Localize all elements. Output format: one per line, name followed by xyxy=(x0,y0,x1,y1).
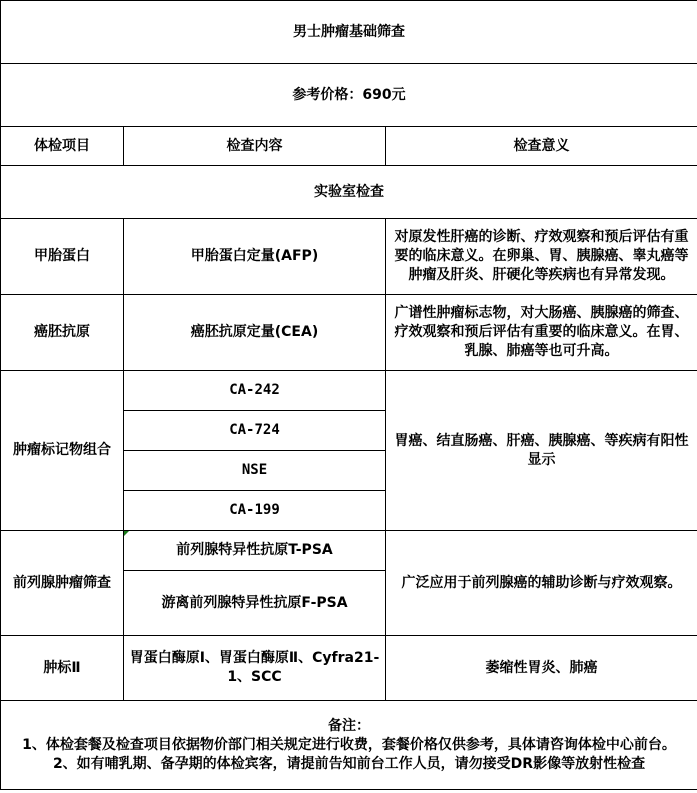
table-row xyxy=(1,371,697,411)
package-price: 参考价格：690元 xyxy=(1,64,697,127)
table-row xyxy=(1,295,697,371)
content-nse: NSE xyxy=(124,451,386,491)
meaning-markers: 胃癌、结直肠癌、肝癌、胰腺癌、等疾病有阳性显示 xyxy=(386,371,697,531)
note-item-1: 1、体检套餐及检查项目依据物价部门相关规定进行收费，套餐价格仅供参考，具体请咨询体检中心前台。 xyxy=(22,736,676,753)
content-tpsa: 前列腺特异性抗原T-PSA xyxy=(124,531,386,571)
notes-row xyxy=(1,701,697,790)
content-ca199: CA-199 xyxy=(124,491,386,531)
notes xyxy=(1,701,697,790)
meaning-afp: 对原发性肝癌的诊断、疗效观察和预后评估有重要的临床意义。在卵巢、胃、胰腺癌、睾丸癌等肿瘤及肝炎、肝硬化等疾病也有异常发现。 xyxy=(386,219,697,295)
meaning-marker-ii: 萎缩性胃炎、肺癌 xyxy=(386,636,697,701)
header-content: 检查内容 xyxy=(124,127,386,166)
content-fpsa: 游离前列腺特异性抗原F-PSA xyxy=(124,571,386,636)
item-afp: 甲胎蛋白 xyxy=(1,219,124,295)
table-row xyxy=(1,219,697,295)
notes-label: 备注： xyxy=(328,717,370,734)
content-marker-ii: 胃蛋白酶原Ⅰ、胃蛋白酶原Ⅱ、Cyfra21-1、SCC xyxy=(124,636,386,701)
content-ca242: CA-242 xyxy=(124,371,386,411)
meaning-psa: 广泛应用于前列腺癌的辅助诊断与疗效观察。 xyxy=(386,531,697,636)
title-row xyxy=(1,1,697,64)
package-title: 男士肿瘤基础筛查 xyxy=(1,1,697,64)
section-row xyxy=(1,166,697,219)
item-marker-ii: 肿标Ⅱ xyxy=(1,636,124,701)
item-markers: 肿瘤标记物组合 xyxy=(1,371,124,531)
section-title: 实验室检查 xyxy=(1,166,697,219)
table-row xyxy=(1,531,697,571)
item-psa: 前列腺肿瘤筛查 xyxy=(1,531,124,636)
header-item: 体检项目 xyxy=(1,127,124,166)
table-row xyxy=(1,636,697,701)
content-afp: 甲胎蛋白定量(AFP) xyxy=(124,219,386,295)
content-cea: 癌胚抗原定量(CEA) xyxy=(124,295,386,371)
note-item-2: 2、如有哺乳期、备孕期的体检宾客，请提前告知前台工作人员，请勿接受DR影像等放射性检查 xyxy=(52,755,646,772)
header-row xyxy=(1,127,697,166)
item-cea: 癌胚抗原 xyxy=(1,295,124,371)
header-meaning: 检查意义 xyxy=(386,127,697,166)
content-ca724: CA-724 xyxy=(124,411,386,451)
price-row xyxy=(1,64,697,127)
meaning-cea: 广谱性肿瘤标志物，对大肠癌、胰腺癌的筛查、疗效观察和预后评估有重要的临床意义。在胃、乳腺、肺癌等也可升高。 xyxy=(386,295,697,371)
